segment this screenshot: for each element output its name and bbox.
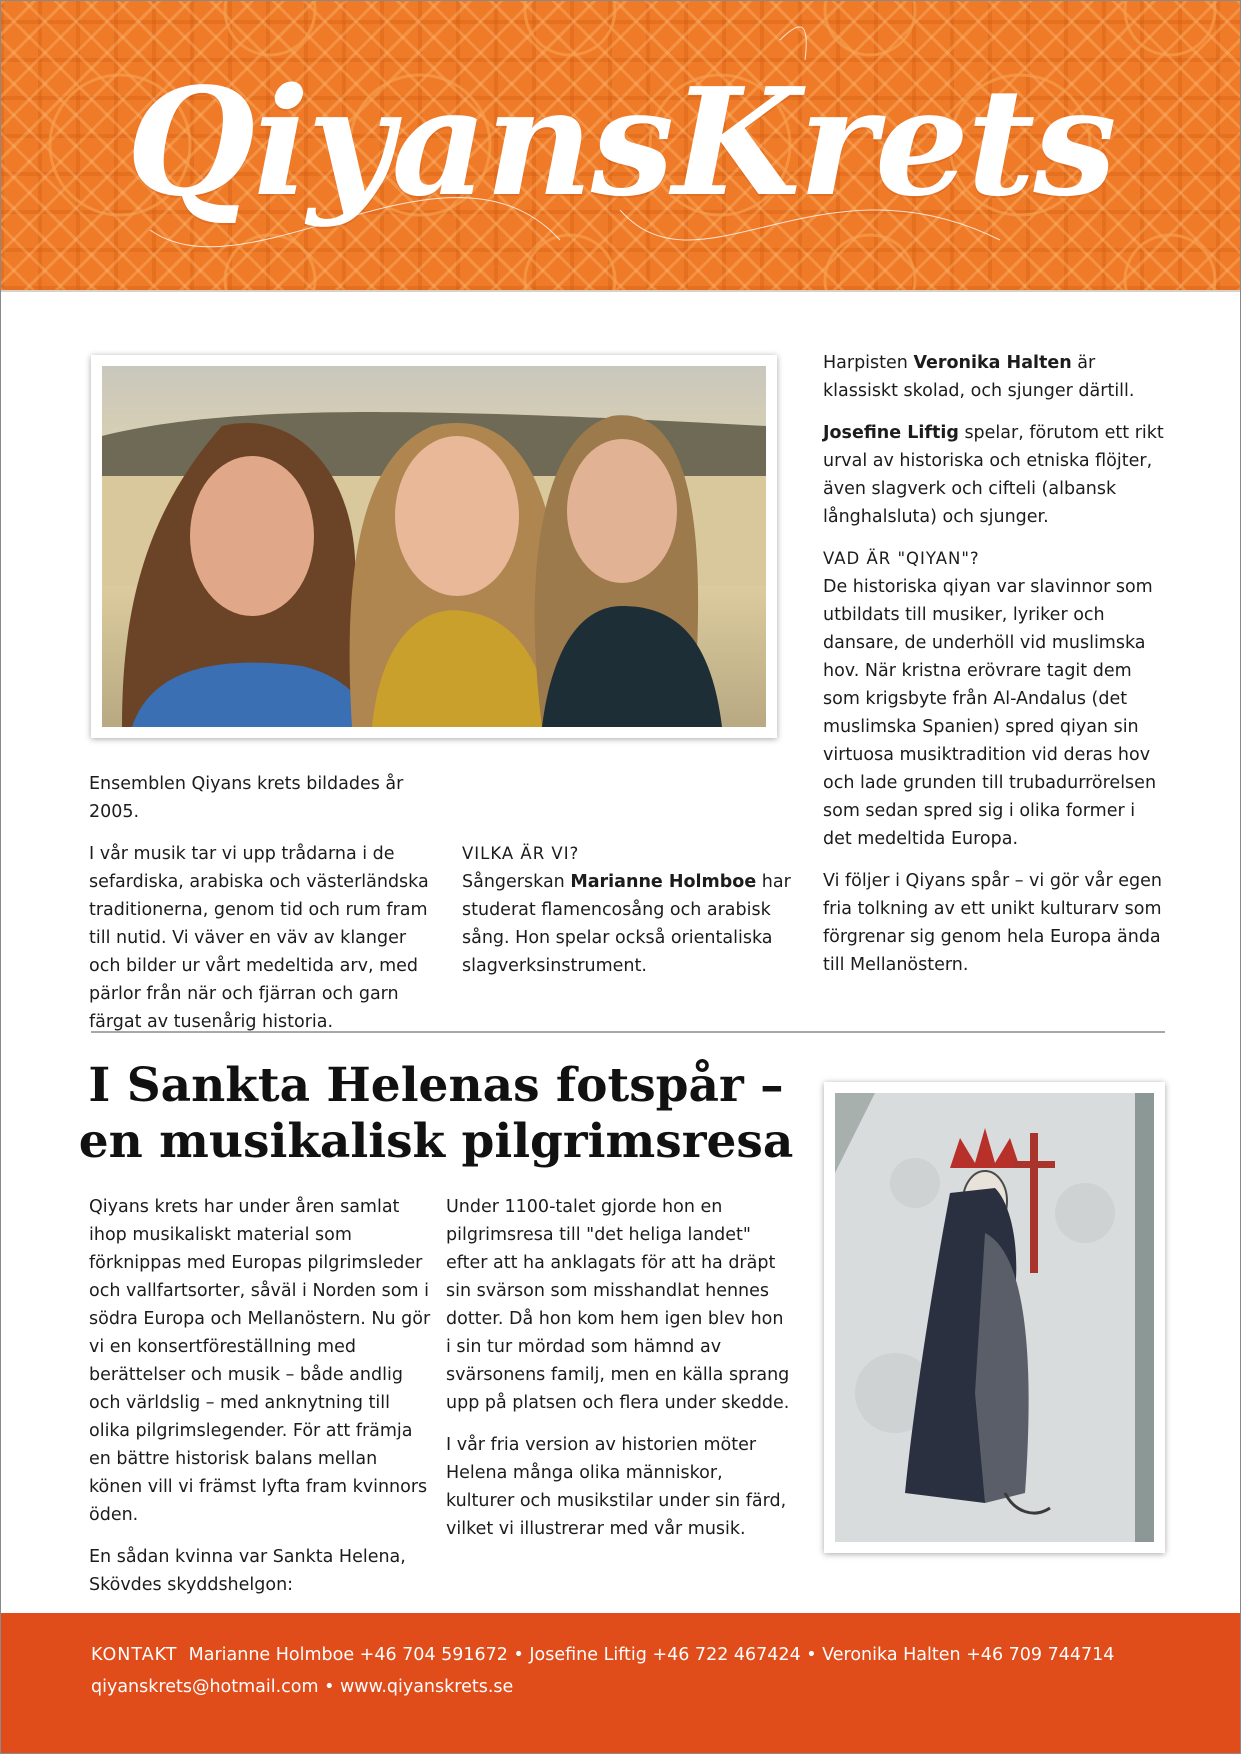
- contact-label: KONTAKT: [91, 1645, 178, 1665]
- footer-links: qiyanskrets@hotmail.com • www.qiyanskrets.se: [91, 1677, 514, 1697]
- intro-column-1: [89, 770, 439, 1050]
- section2-paragraph-2: En sådan kvinna var Sankta Helena, Skövdes skyddshelgon:: [89, 1547, 406, 1595]
- singer-pre: Sångerskan: [462, 872, 571, 892]
- what-text: De historiska qiyan var slavinnor som utbildats till musiker, lyriker och dansare, de underhöll vid muslimska hov. När kristna erövrare tagit dem som krigsbyte från Al-Andalus (det muslimska Spanien) spred qiyan sin virtuosa musiktradition vid deras hov och lade grunden till trubadurrörelsen som sedan spred sig i olika former i det medeltida Europa.: [823, 577, 1157, 849]
- section2-paragraph-1: Qiyans krets har under åren samlat ihop musikaliskt material som förknippas med Europas pilgrimsleder och vallfartsorter, såväl i Norden som i södra Europa och Mellanöstern. Nu gör vi en konsertföreställning med berättelser och musik – både andlig och världslig – med anknytning till olika pilgrimslegender. För att främja en bättre historisk balans mellan könen vill vi främst lyfta fram kvinnors öden.: [89, 1197, 431, 1525]
- flute-post: spelar, förutom ett rikt urval av historiska och etniska flöjter, även slagverk och cifteli (albansk långhalsluta) och sjunger.: [823, 423, 1164, 527]
- harp-post: är klassiskt skolad, och sjunger därtill.: [823, 353, 1135, 401]
- page-title: QiyansKrets: [126, 55, 1115, 229]
- harp-name: Veronika Halten: [913, 353, 1072, 373]
- contact-list: Marianne Holmboe +46 704 591672 • Josefine Liftig +46 722 467424 • Veronika Halten +46 709 744714: [188, 1645, 1115, 1665]
- fresco-saint-icon: [835, 1093, 1154, 1542]
- flute-name: Josefine Liftig: [823, 423, 959, 443]
- header-banner: [0, 0, 1241, 292]
- harpist-paragraph: [823, 349, 1168, 405]
- section-title-line-1: I Sankta Helenas fotspår –: [88, 1058, 784, 1113]
- section-title: [66, 1058, 806, 1170]
- flutist-paragraph: [823, 419, 1168, 531]
- intro-column-2: [462, 840, 802, 994]
- harp-pre: Harpisten: [823, 353, 914, 373]
- intro-paragraph-2: I vår musik tar vi upp trådarna i de sefardiska, arabiska och västerländska traditionerna, genom tid och rum fram till nutid. Vi väver en väv av klanger och bilder ur vårt medeltida arv, med pärlor från när och fjärran och garn färgat av tusenårig historia.: [89, 844, 429, 1032]
- section2-column-2: [446, 1193, 791, 1557]
- footer: [0, 1613, 1241, 1754]
- who-heading: VILKA ÄR VI?: [462, 844, 580, 863]
- saint-helena-fresco-photo: [824, 1082, 1165, 1553]
- what-heading: VAD ÄR "QIYAN"?: [823, 549, 980, 568]
- singer-post: har studerat flamencosång och arabisk sång. Hon spelar också orientaliska slagverksinstrument.: [462, 872, 791, 976]
- footer-contacts: [91, 1641, 1114, 1669]
- what-section: [823, 545, 1168, 853]
- section-title-line-2: en musikalisk pilgrimsresa: [78, 1114, 794, 1169]
- section2-paragraph-4: I vår fria version av historien möter Helena många olika människor, kulturer och musikstilar under sin färd, vilket vi illustrerar med vår musik.: [446, 1435, 787, 1539]
- singer-name: Marianne Holmboe: [570, 872, 757, 892]
- section2-paragraph-3: Under 1100-talet gjorde hon en pilgrimsresa till "det heliga landet" efter att ha anklagats för att ha dräpt sin svärson som misshandlat hennes dotter. Då hon kom hem igen blev hon i sin tur mördad som hämnd av svärsonens familj, men en källa sprang upp på platsen och flera under skedde.: [446, 1197, 790, 1413]
- who-section: [462, 840, 802, 980]
- section2-column-1: [89, 1193, 434, 1613]
- intro-paragraph-1: Ensemblen Qiyans krets bildades år 2005.: [89, 774, 404, 822]
- follow-paragraph: Vi följer i Qiyans spår – vi gör vår egen fria tolkning av ett unikt kulturarv som förgrenar sig genom hela Europa ända till Mellanöstern.: [823, 871, 1162, 975]
- section-divider: [91, 1031, 1165, 1033]
- group-photo: [91, 355, 777, 738]
- intro-column-3: [823, 349, 1168, 993]
- photo-three-women-icon: [102, 366, 766, 727]
